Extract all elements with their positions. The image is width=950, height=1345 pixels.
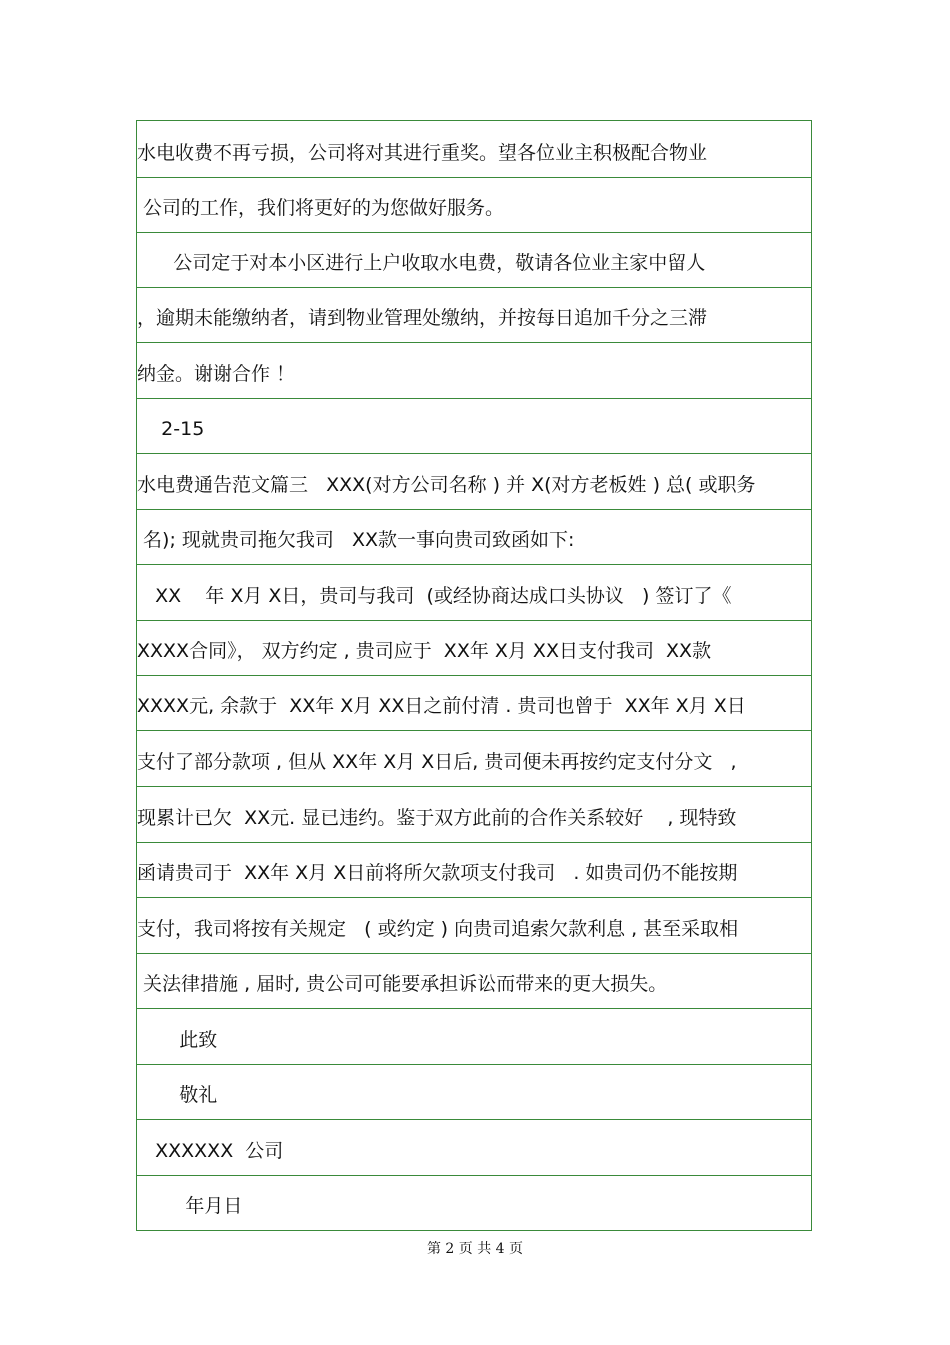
- text-line: [137, 953, 811, 1008]
- text-line: [137, 897, 811, 953]
- text-line: [137, 1175, 811, 1230]
- line-text: ，逾期未能缴纳者，请到物业管理处缴纳，并按每日追加千分之三滞: [137, 307, 708, 329]
- text-line: [137, 509, 811, 564]
- text-line: [137, 564, 811, 620]
- line-text: XXXX元, 余款于 XX年 X月 XX日之前付清 . 贵司也曾于 XX年 X月 X日: [137, 695, 746, 717]
- line-text: XX 年 X月 X日，贵司与我司 (或经协商达成口头协议 ) 签订了《: [137, 585, 732, 607]
- text-line: [137, 232, 811, 287]
- text-line: [137, 398, 811, 453]
- line-text: 水电收费不再亏损，公司将对其进行重奖。望各位业主积极配合物业: [137, 142, 708, 164]
- line-text: 纳金。谢谢合作 ！: [137, 363, 296, 385]
- line-text: XXXXXX 公司: [137, 1140, 284, 1162]
- document-body: [136, 120, 812, 1231]
- line-text: 关法律措施 , 届时, 贵公司可能要承担诉讼而带来的更大损失。: [137, 973, 668, 995]
- line-text: 2-15: [137, 418, 205, 440]
- line-text: 函请贵司于 XX年 X月 X日前将所欠款项支付我司 . 如贵司仍不能按期: [137, 862, 738, 884]
- line-text: 年月日: [137, 1195, 243, 1217]
- text-line: [137, 342, 811, 398]
- text-line: [137, 786, 811, 842]
- text-line: [137, 121, 811, 177]
- line-text: 支付了部分款项 , 但从 XX年 X月 X日后, 贵司便未再按约定支付分文 ,: [137, 751, 737, 773]
- page-number: 第 2 页 共 4 页: [426, 1241, 524, 1257]
- text-line: [137, 620, 811, 675]
- line-text: 敬礼: [137, 1084, 218, 1106]
- text-line: [137, 1008, 811, 1064]
- line-text: 公司定于对本小区进行上户收取水电费，敬请各位业主家中留人: [137, 252, 706, 274]
- text-line: [137, 1064, 811, 1119]
- text-line: [137, 675, 811, 730]
- line-text: 名); 现就贵司拖欠我司 XX款一事向贵司致函如下:: [137, 529, 575, 551]
- text-line: [137, 730, 811, 786]
- text-line: [137, 177, 811, 232]
- text-line: [137, 842, 811, 897]
- line-text: 支付，我司将按有关规定 ( 或约定 ) 向贵司追索欠款利息 , 甚至采取相: [137, 918, 739, 940]
- text-line: [137, 1119, 811, 1175]
- text-line: [137, 453, 811, 509]
- line-text: 现累计已欠 XX元. 显已违约。鉴于双方此前的合作关系较好 , 现特致: [137, 807, 737, 829]
- line-text: 此致: [137, 1029, 218, 1051]
- line-text: 水电费通告范文篇三 XXX(对方公司名称 ) 并 X(对方老板姓 ) 总( 或职务: [137, 474, 756, 496]
- line-text: 公司的工作，我们将更好的为您做好服务。: [137, 197, 505, 219]
- line-text: XXXX合同》， 双方约定 , 贵司应于 XX年 X月 XX日支付我司 XX款: [137, 640, 712, 662]
- text-line: [137, 287, 811, 342]
